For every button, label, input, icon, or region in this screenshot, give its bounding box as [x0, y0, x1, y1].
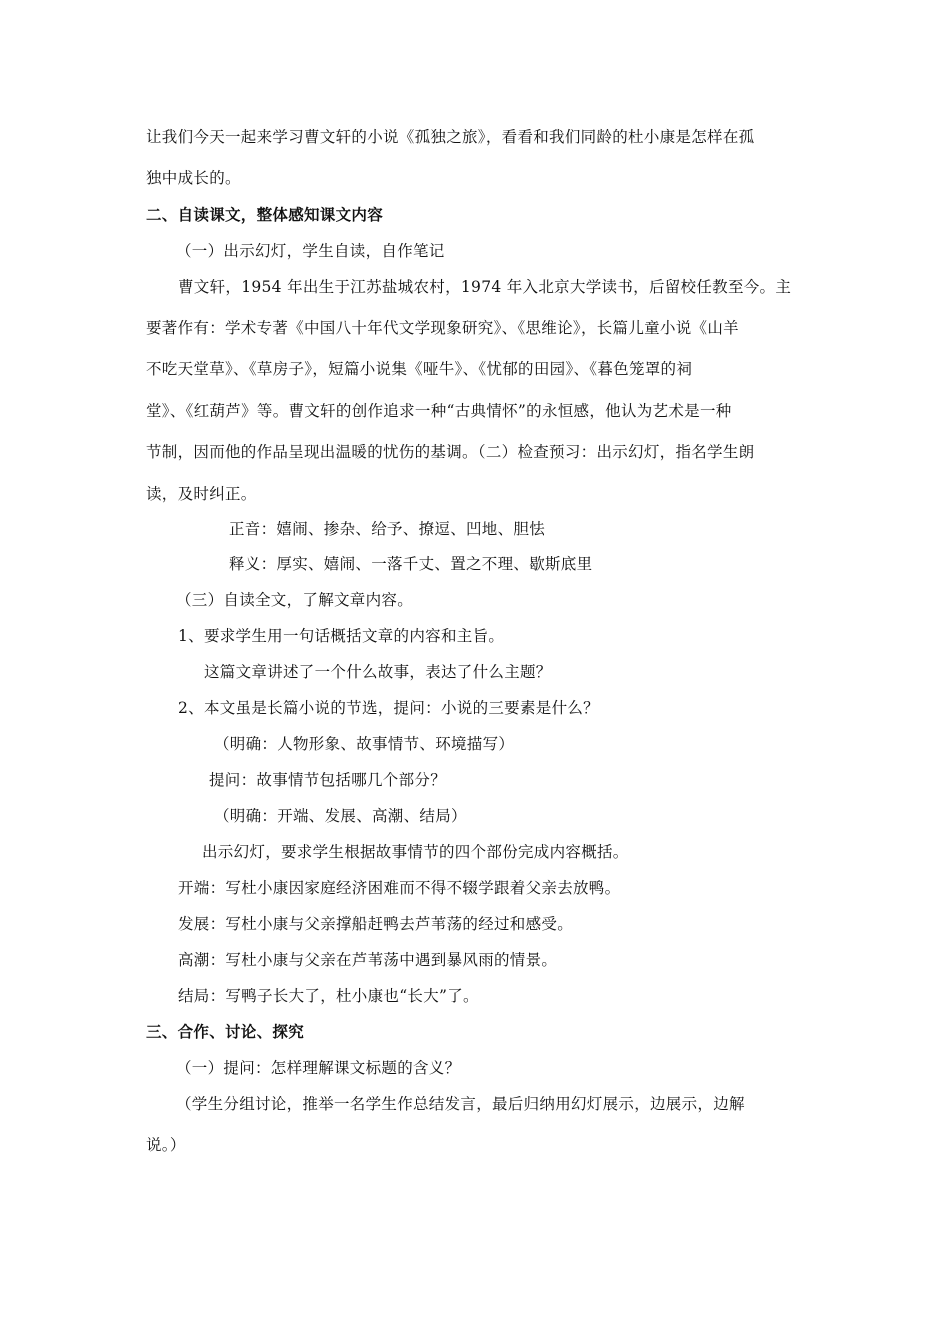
intro-line-1: 让我们今天一起来学习曹文轩的小说《孤独之旅》，看看和我们同龄的杜小康是怎样在孤	[146, 128, 755, 146]
plot-climax: 高潮：写杜小康与父亲在芦苇荡中遇到暴风雨的情景。	[178, 951, 558, 969]
question-2-answer: （明确：人物形象、故事情节、环境描写）	[214, 735, 515, 753]
section-3-note-line-1: （学生分组讨论，推举一名学生作总结发言，最后归纳用幻灯展示，边展示，边解	[176, 1095, 745, 1113]
section-3-heading: 三、合作、讨论、探究	[146, 1023, 305, 1041]
plot-beginning: 开端：写杜小康因家庭经济困难而不得不辍学跟着父亲去放鸭。	[178, 879, 621, 897]
question-2: 2、本文虽是长篇小说的节选，提问：小说的三要素是什么？	[178, 699, 599, 717]
section-2-heading: 二、自读课文，整体感知课文内容	[146, 206, 384, 224]
question-3: 提问：故事情节包括哪几个部分？	[209, 771, 447, 789]
plot-development: 发展：写杜小康与父亲撑船赶鸭去芦苇荡的经过和感受。	[178, 915, 574, 933]
question-1: 1、要求学生用一句话概括文章的内容和主旨。	[178, 627, 505, 645]
bio-line-3: 不吃天堂草》、《草房子》，短篇小说集《哑牛》、《忧郁的田园》、《暮色笼罩的祠	[146, 360, 693, 378]
section-3-sub-1: （一）提问：怎样理解课文标题的含义？	[176, 1059, 461, 1077]
bio-line-2: 要著作有：学术专著《中国八十年代文学现象研究》、《思维论》，长篇儿童小说《山羊	[146, 319, 739, 337]
slide-note: 出示幻灯，要求学生根据故事情节的四个部份完成内容概括。	[202, 843, 629, 861]
bio-line-1: 曹文轩，1954 年出生于江苏盐城农村，1974 年入北京大学读书，后留校任教至今。主	[178, 278, 792, 296]
definition-list: 释义：厚实、嬉闹、一落千丈、置之不理、歇斯底里	[229, 555, 593, 573]
plot-ending: 结局：写鸭子长大了，杜小康也“长大”了。	[178, 987, 479, 1005]
question-1-detail: 这篇文章讲述了一个什么故事，表达了什么主题？	[204, 663, 552, 681]
section-2-sub-3: （三）自读全文，了解文章内容。	[176, 591, 414, 609]
section-3-note-line-2: 说。）	[146, 1136, 186, 1154]
intro-line-2: 独中成长的。	[146, 169, 241, 187]
section-2-sub-1: （一）出示幻灯，学生自读，自作笔记	[176, 242, 445, 260]
bio-line-6: 读，及时纠正。	[146, 485, 257, 503]
question-3-answer: （明确：开端、发展、高潮、结局）	[214, 807, 467, 825]
pronunciation-list: 正音：嬉闹、掺杂、给予、撩逗、凹地、胆怯	[229, 520, 546, 538]
bio-line-4: 堂》、《红葫芦》等。曹文轩的创作追求一种“古典情怀”的永恒感，他认为艺术是一种	[146, 402, 732, 420]
bio-line-5: 节制，因而他的作品呈现出温暖的忧伤的基调。（二）检查预习：出示幻灯，指名学生朗	[146, 443, 755, 461]
